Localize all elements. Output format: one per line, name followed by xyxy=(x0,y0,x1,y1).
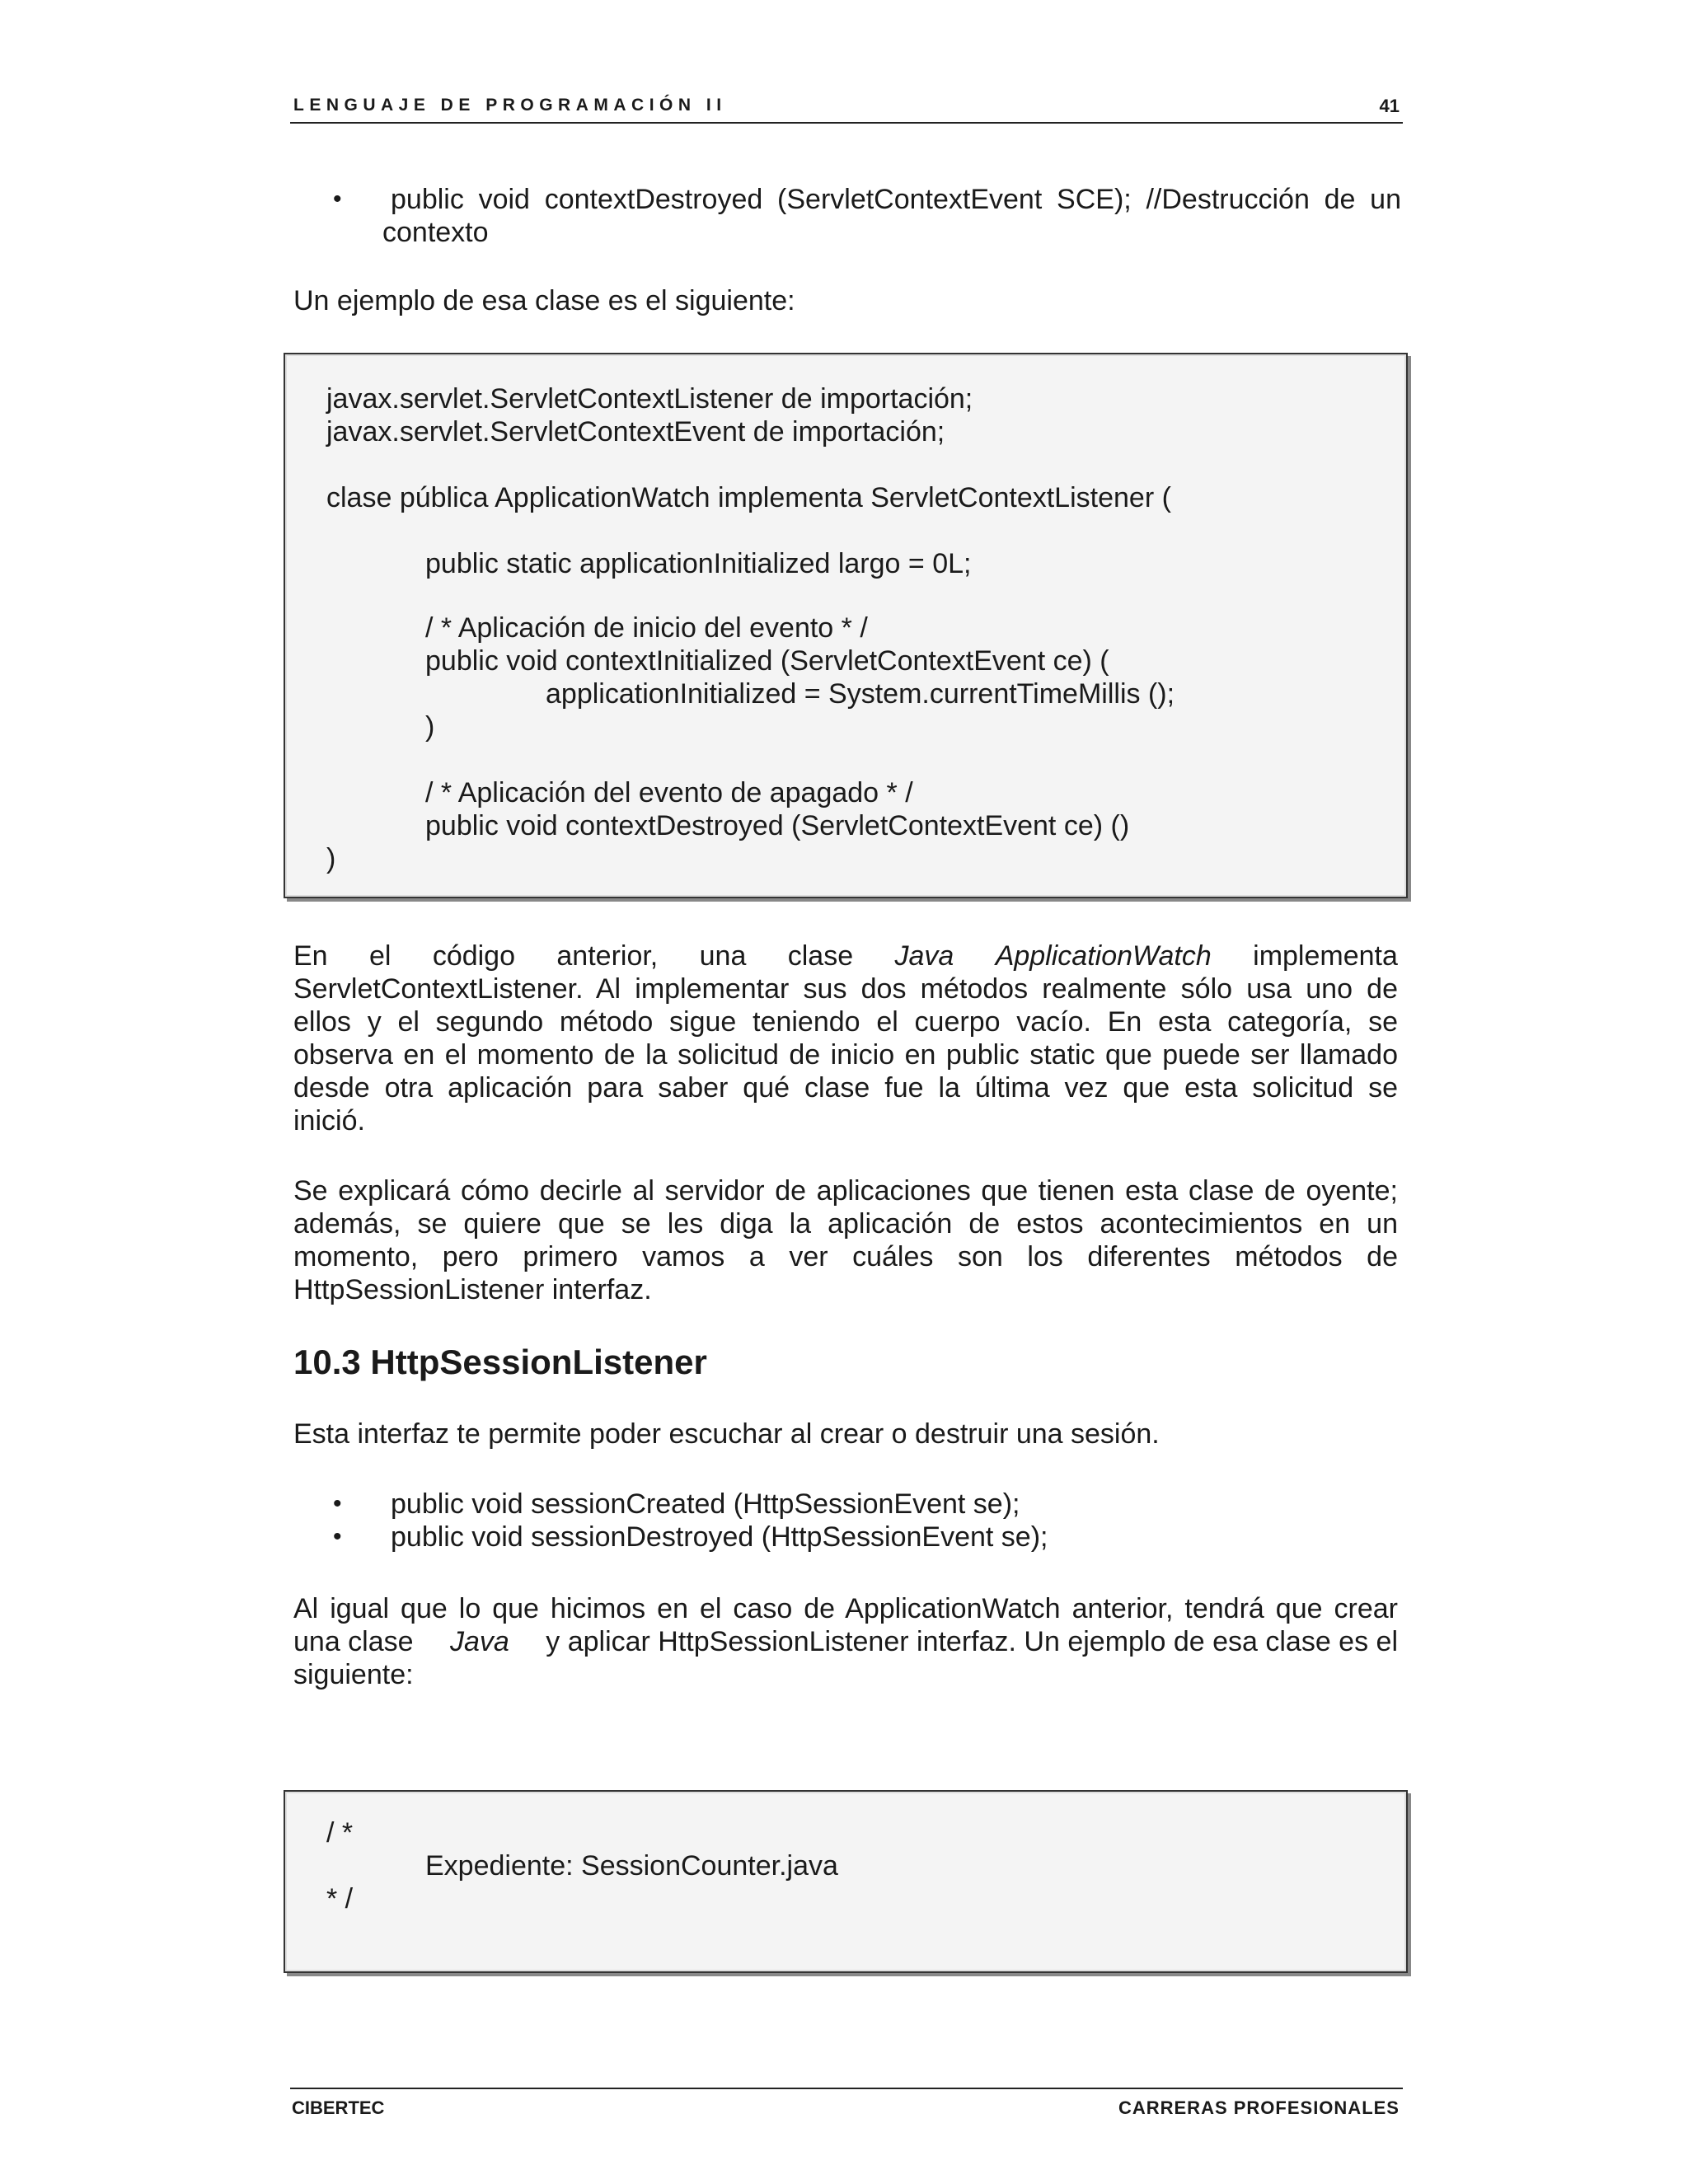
code-line: applicationInitialized = System.currentTimeMillis (); xyxy=(546,678,1175,710)
paragraph-3-line-2 xyxy=(293,1625,1398,1658)
code-line: public void contextDestroyed (ServletContextEvent ce) () xyxy=(425,810,1130,841)
bullet-icon: • xyxy=(333,185,342,213)
text-segment: una clase xyxy=(293,1626,414,1657)
footer-right: CARRERAS PROFESIONALES xyxy=(1118,2097,1400,2118)
page-header xyxy=(290,92,1403,124)
paragraph-1 xyxy=(293,940,1398,1137)
example-intro: Un ejemplo de esa clase es el siguiente: xyxy=(293,285,795,316)
word-italic: ApplicationWatch xyxy=(995,940,1212,972)
paragraph-1-line-2: ServletContextListener. Al implementar sus dos métodos realmente sólo usa uno de xyxy=(293,973,1398,1005)
code-line: / * xyxy=(326,1817,354,1849)
code-line: javax.servlet.ServletContextListener de importación; xyxy=(326,383,973,415)
word: En xyxy=(293,940,328,972)
section-heading: 10.3 HttpSessionListener xyxy=(293,1343,707,1381)
word: clase xyxy=(787,940,854,972)
paragraph-2 xyxy=(293,1174,1398,1306)
bullet-icon: • xyxy=(333,1490,342,1517)
bullet-icon: • xyxy=(333,1523,342,1550)
word: una xyxy=(699,940,747,972)
code-line: / * Aplicación de inicio del evento * / xyxy=(425,612,868,644)
paragraph-3 xyxy=(293,1592,1398,1691)
word: el xyxy=(368,940,392,972)
code-line: ) xyxy=(326,843,336,874)
paragraph-1-line-1 xyxy=(293,940,1398,972)
paragraph-3-line-1: Al igual que lo que hicimos en el caso de ApplicationWatch anterior, tendrá que crear xyxy=(293,1593,1398,1624)
paragraph-2-line-2: además, se quiere que se les diga la aplicación de estos acontecimientos en un xyxy=(293,1208,1398,1240)
paragraph-1-line-3: ellos y el segundo método sigue teniendo el cuerpo vacío. En esta categoría, se xyxy=(293,1006,1398,1038)
intro-bullet-line-1: public void contextDestroyed (ServletContextEvent SCE); //Destrucción de un xyxy=(391,184,1401,215)
section-bullet-text: public void sessionDestroyed (HttpSessionEvent se); xyxy=(391,1521,1048,1553)
text-segment-italic: Java xyxy=(449,1626,509,1657)
word: implementa xyxy=(1253,940,1398,972)
code-block-2 xyxy=(284,1790,1408,1973)
code-line: Expediente: SessionCounter.java xyxy=(425,1850,838,1882)
paragraph-3-line-3: siguiente: xyxy=(293,1659,414,1690)
paragraph-1-line-5: desde otra aplicación para saber qué clase fue la última vez que esta solicitud se xyxy=(293,1072,1398,1104)
word-italic: Java xyxy=(894,940,954,972)
code-block-1 xyxy=(284,353,1408,898)
paragraph-2-line-4: HttpSessionListener interfaz. xyxy=(293,1274,652,1305)
paragraph-2-line-1: Se explicará cómo decirle al servidor de aplicaciones que tienen esta clase de oyente; xyxy=(293,1175,1398,1207)
paragraph-2-line-3: momento, pero primero vamos a ver cuáles son los diferentes métodos de xyxy=(293,1241,1398,1272)
code-line: public void contextInitialized (ServletContextEvent ce) ( xyxy=(425,645,1109,677)
page-number: 41 xyxy=(1379,96,1400,116)
code-line: * / xyxy=(326,1883,354,1915)
code-line: ) xyxy=(425,711,435,743)
word: anterior, xyxy=(556,940,659,972)
code-line: clase pública ApplicationWatch implementa ServletContextListener ( xyxy=(326,482,1171,513)
intro-bullet-line-2: contexto xyxy=(382,217,489,248)
code-line: public static applicationInitialized largo = 0L; xyxy=(425,548,972,579)
section-bullet-text: public void sessionCreated (HttpSessionEvent se); xyxy=(391,1488,1020,1520)
paragraph-1-line-6: inició. xyxy=(293,1105,365,1137)
footer-left: CIBERTEC xyxy=(292,2097,385,2118)
page-footer xyxy=(290,2088,1403,2118)
section-intro: Esta interfaz te permite poder escuchar al crear o destruir una sesión. xyxy=(293,1418,1160,1450)
code-line: / * Aplicación del evento de apagado * / xyxy=(425,777,913,808)
code-line: javax.servlet.ServletContextEvent de importación; xyxy=(326,416,945,448)
text-segment: y aplicar HttpSessionListener interfaz. Un ejemplo de esa clase es el xyxy=(546,1626,1398,1657)
header-title: LENGUAJE DE PROGRAMACIÓN II xyxy=(293,96,727,115)
word: código xyxy=(432,940,516,972)
paragraph-1-line-4: observa en el momento de la solicitud de inicio en public static que puede ser llamado xyxy=(293,1039,1398,1071)
